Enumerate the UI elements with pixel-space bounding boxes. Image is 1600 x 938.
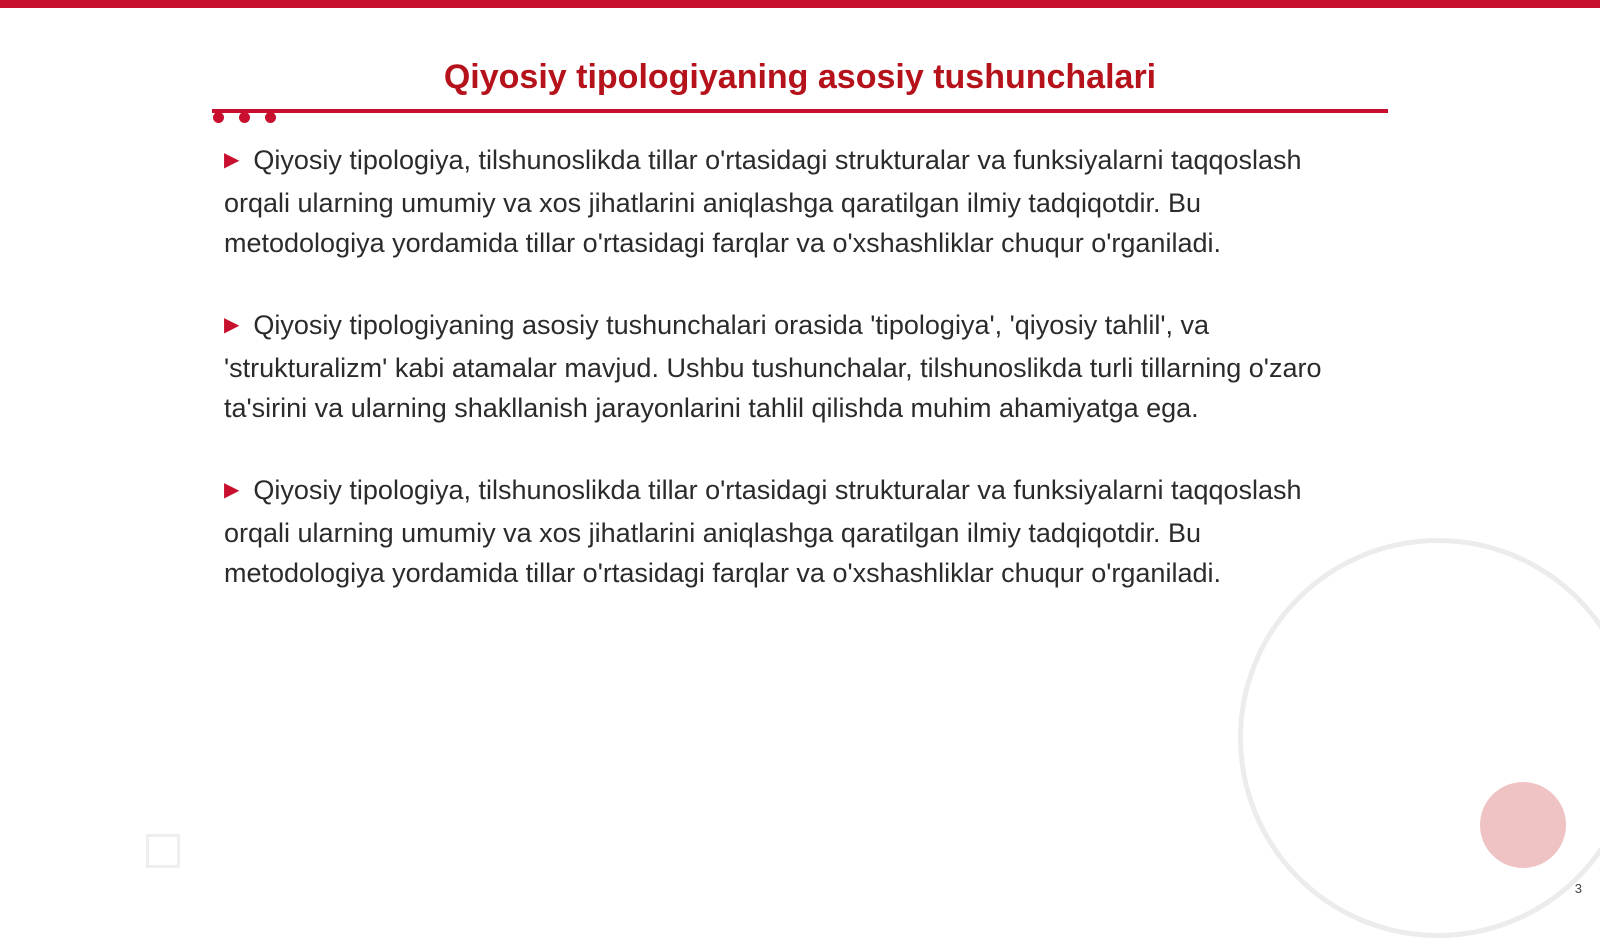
decorative-square bbox=[146, 834, 180, 868]
bullet-arrow-icon: ▶ bbox=[224, 314, 240, 336]
bullet-arrow-icon: ▶ bbox=[224, 149, 240, 171]
bullet-list bbox=[224, 140, 1364, 635]
bullet-text: Qiyosiy tipologiyaning asosiy tushunchalari orasida 'tipologiya', 'qiyosiy tahlil', va 'strukturalizm' kabi atamalar mavjud. Ushbu tushunchalar, tilshunoslikda turli tillarning o'zaro ta'sirini va ularning shakllanish jarayonlarini tahlil qilishda muhim ahamiyatga ega. bbox=[224, 310, 1322, 423]
underline-dot bbox=[239, 112, 250, 123]
bullet-item bbox=[224, 470, 1364, 593]
bullet-text: Qiyosiy tipologiya, tilshunoslikda tillar o'rtasidagi strukturalar va funksiyalarni taqqoslash orqali ularning umumiy va xos jihatlarini aniqlashga qaratilgan ilmiy tadqiqotdir. Bu metodologiya yordamida tillar o'rtasidagi farqlar va o'xshashliklar chuqur o'rganiladi. bbox=[224, 475, 1302, 588]
top-accent-bar bbox=[0, 0, 1600, 8]
page-number: 3 bbox=[1574, 881, 1582, 896]
title-underline bbox=[212, 109, 1388, 113]
underline-dot bbox=[265, 112, 276, 123]
underline-dot bbox=[213, 112, 224, 123]
decorative-circle bbox=[1480, 782, 1566, 868]
slide-title: Qiyosiy tipologiyaning asosiy tushunchalari bbox=[443, 58, 1157, 96]
bullet-text: Qiyosiy tipologiya, tilshunoslikda tillar o'rtasidagi strukturalar va funksiyalarni taqqoslash orqali ularning umumiy va xos jihatlarini aniqlashga qaratilgan ilmiy tadqiqotdir. Bu metodologiya yordamida tillar o'rtasidagi farqlar va o'xshashliklar chuqur o'rganiladi. bbox=[224, 145, 1302, 258]
bullet-item bbox=[224, 140, 1364, 263]
bullet-arrow-icon: ▶ bbox=[224, 479, 240, 501]
bullet-item bbox=[224, 305, 1364, 428]
